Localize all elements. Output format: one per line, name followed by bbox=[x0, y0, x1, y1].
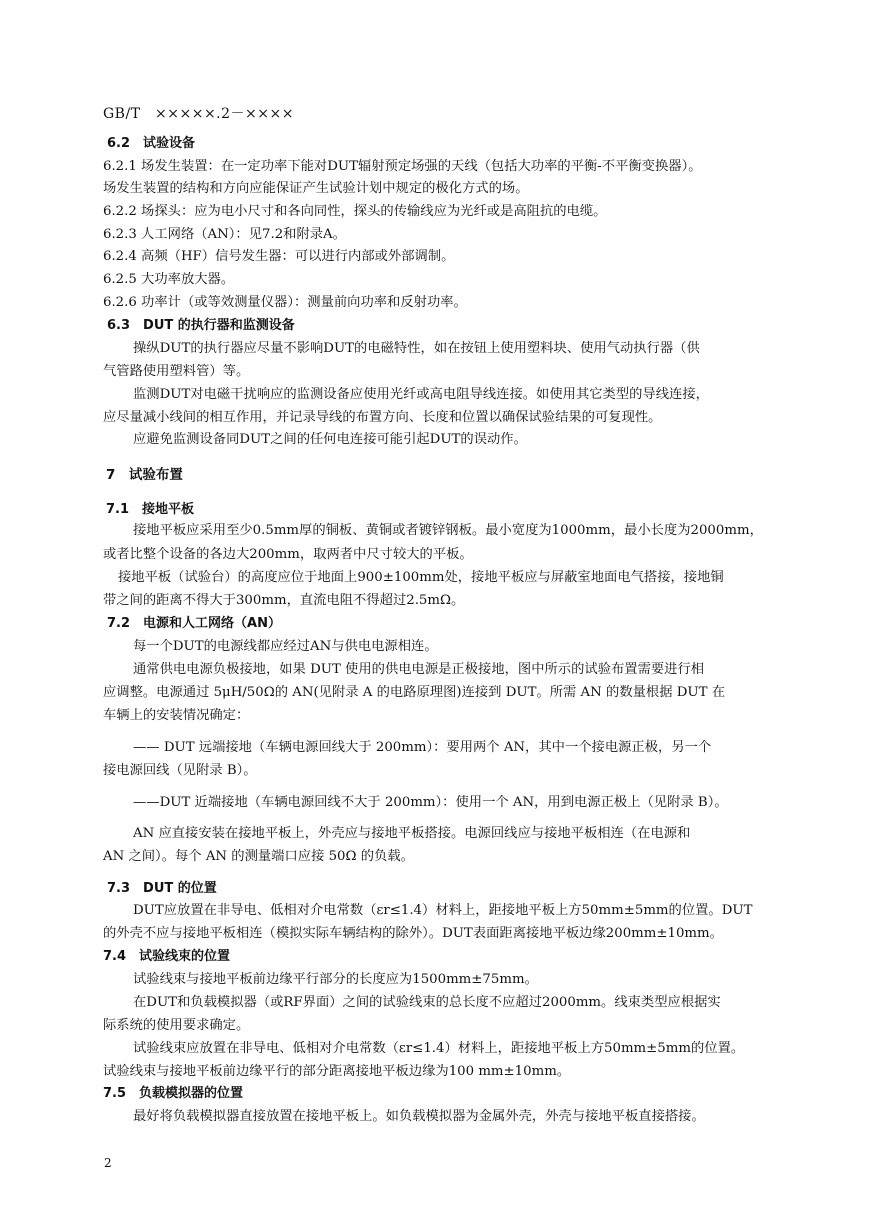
text-line: 车辆上的安装情况确定： bbox=[103, 708, 250, 723]
text-line: DUT应放置在非导电、低相对介电常数（εr≤1.4）材料上，距接地平板上方50mm±5mm的位置。DUT bbox=[133, 903, 753, 918]
text-line: 应调整。电源通过 5μH/50Ω的 AN(见附录 A 的电路原理图)连接到 DUT。所需 AN 的数量根据 DUT 在 bbox=[103, 685, 725, 700]
text-line: 的外壳不应与接地平板相连（模拟实际车辆结构的除外）。DUT表面距离接地平板边缘200mm±10mm。 bbox=[103, 926, 723, 941]
section-heading: 6.2 试验设备 bbox=[107, 136, 196, 151]
text-line: 带之间的距离不得大于300mm，直流电阻不得超过2.5mΩ。 bbox=[103, 593, 465, 608]
page-number: 2 bbox=[104, 1156, 112, 1170]
text-line: 试验线束应放置在非导电、低相对介电常数（εr≤1.4）材料上，距接地平板上方50mm±5mm的位置。 bbox=[133, 1041, 745, 1056]
chapter-heading: 7 试验布置 bbox=[106, 467, 183, 483]
text-line: 在DUT和负载模拟器（或RF界面）之间的试验线束的总长度不应超过2000mm。线束类型应根据实 bbox=[133, 995, 721, 1010]
text-line: 监测DUT对电磁干扰响应的监测设备应使用光纤或高电阻导线连接。如使用其它类型的导线连接， bbox=[133, 387, 709, 402]
text-line: —— DUT 远端接地（车辆电源回线大于 200mm）：要用两个 AN，其中一个接电源正极，另一个 bbox=[133, 740, 712, 755]
section-heading: 7.1 接地平板 bbox=[106, 502, 195, 517]
text-line: AN 应直接安装在接地平板上，外壳应与接地平板搭接。电源回线应与接地平板相连（在电源和 bbox=[133, 826, 691, 841]
text-line: 通常供电电源负极接地，如果 DUT 使用的供电电源是正极接地，图中所示的试验布置需要进行相 bbox=[133, 662, 705, 677]
text-line: 气管路使用塑料管）等。 bbox=[103, 364, 250, 379]
section-heading: 7.2 电源和人工网络（AN） bbox=[107, 616, 281, 631]
text-line: 应避免监测设备同DUT之间的任何电连接可能引起DUT的误动作。 bbox=[133, 432, 527, 447]
text-line: 6.2.3 人工网络（AN）：见7.2和附录A。 bbox=[103, 227, 346, 242]
text-line: 最好将负载模拟器直接放置在接地平板上。如负载模拟器为金属外壳，外壳与接地平板直接搭接。 bbox=[133, 1109, 705, 1124]
section-heading: 6.3 DUT 的执行器和监测设备 bbox=[107, 318, 295, 333]
text-line: 接电源回线（见附录 B）。 bbox=[103, 763, 257, 778]
text-line: 应尽量减小线间的相互作用，并记录导线的布置方向、长度和位置以确保试验结果的可复现性。 bbox=[103, 410, 662, 425]
text-line: 6.2.4 高频（HF）信号发生器：可以进行内部或外部调制。 bbox=[103, 249, 455, 264]
document-header: GB/T ×××××.2－×××× bbox=[103, 106, 294, 122]
text-line: AN 之间）。每个 AN 的测量端口应接 50Ω 的负载。 bbox=[103, 849, 414, 864]
text-line: 每一个DUT的电源线都应经过AN与供电电源相连。 bbox=[133, 639, 438, 654]
text-line: 操纵DUT的执行器应尽量不影响DUT的电磁特性，如在按钮上使用塑料块、使用气动执行器（供 bbox=[133, 341, 700, 356]
text-line: 6.2.2 场探头：应为电小尺寸和各向同性，探头的传输线应为光纤或是高阻抗的电缆。 bbox=[103, 204, 607, 219]
text-line: ——DUT 近端接地（车辆电源回线不大于 200mm）：使用一个 AN，用到电源正极上（见附录 B）。 bbox=[133, 795, 728, 810]
text-line: 试验线束与接地平板前边缘平行部分的长度应为1500mm±75mm。 bbox=[133, 972, 538, 987]
section-heading: 7.3 DUT 的位置 bbox=[107, 881, 217, 896]
section-heading: 7.5 负载模拟器的位置 bbox=[103, 1086, 244, 1101]
text-line: 6.2.1 场发生装置：在一定功率下能对DUT辐射预定场强的天线（包括大功率的平衡-不平衡变换器）。 bbox=[103, 159, 702, 174]
text-line: 试验线束与接地平板前边缘平行的部分距离接地平板边缘为100 mm±10mm。 bbox=[103, 1064, 571, 1079]
text-line: 6.2.5 大功率放大器。 bbox=[103, 272, 235, 287]
text-line: 接地平板（试验台）的高度应位于地面上900±100mm处，接地平板应与屏蔽室地面电气搭接，接地铜 bbox=[118, 570, 724, 585]
text-line: 或者比整个设备的各边大200mm，取两者中尺寸较大的平板。 bbox=[103, 547, 473, 562]
section-heading: 7.4 试验线束的位置 bbox=[103, 949, 231, 964]
text-line: 际系统的使用要求确定。 bbox=[103, 1018, 250, 1033]
text-line: 接地平板应采用至少0.5mm厚的铜板、黄铜或者镀锌钢板。最小宽度为1000mm，最小长度为2000mm， bbox=[133, 523, 763, 538]
text-line: 6.2.6 功率计（或等效测量仪器）：测量前向功率和反射功率。 bbox=[103, 295, 467, 310]
text-line: 场发生装置的结构和方向应能保证产生试验计划中规定的极化方式的场。 bbox=[103, 181, 529, 196]
